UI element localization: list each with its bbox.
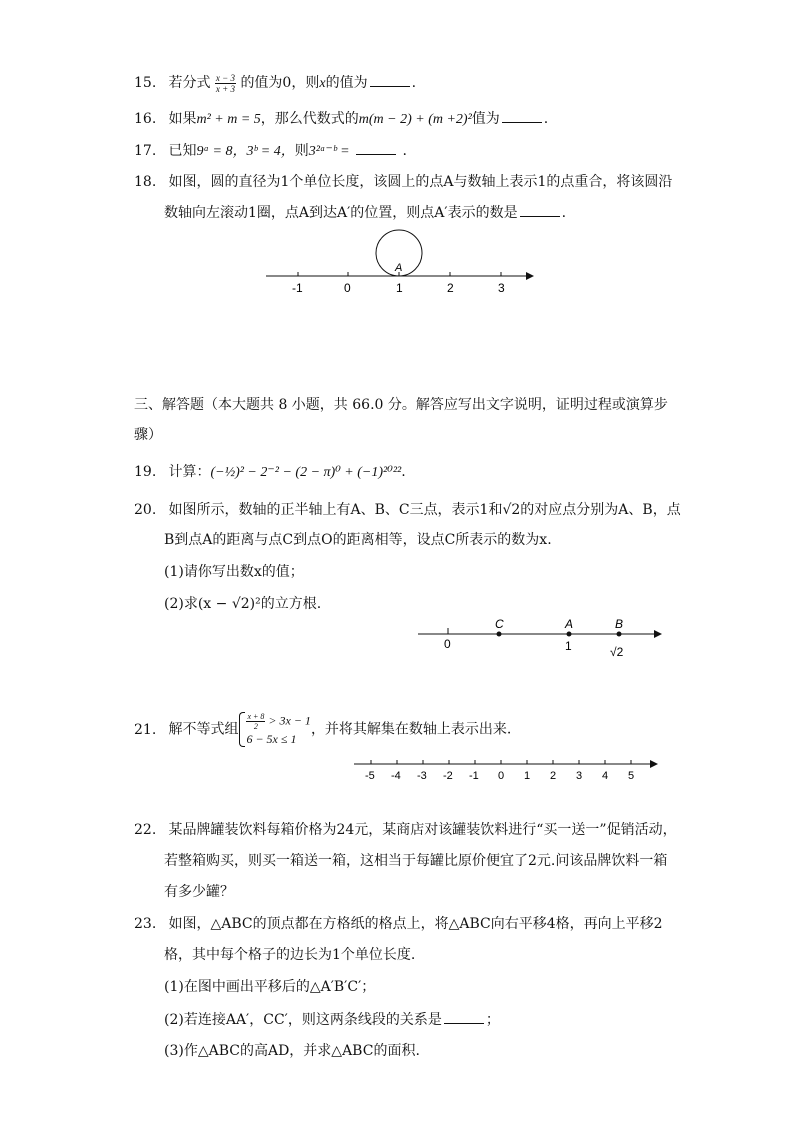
question-number: 22. — [134, 822, 157, 838]
q20-sub2: (2)求(x − √2)²的立方根. — [164, 596, 322, 612]
tick-label: 1 — [524, 770, 531, 782]
question-21 — [134, 712, 511, 747]
q20-sub1: (1)请你写出数x的值； — [164, 564, 304, 580]
ticks — [371, 760, 631, 764]
q18-line2: 数轴向左滚动1圈，点A到达A′的位置，则点A′表示的数是 — [164, 205, 518, 221]
question-20 — [134, 500, 681, 520]
q16-end: . — [543, 111, 549, 127]
q15-text: 的值为0，则 — [240, 75, 320, 91]
q16-mid: ，那么代数式的 — [260, 111, 359, 127]
question-17 — [134, 140, 407, 162]
q18-line1: 如图，圆的直径为1个单位长度，该圆上的点A与数轴上表示1的点重合，将该圆沿 — [168, 174, 673, 190]
q22-line3: 有多少罐？ — [164, 884, 234, 900]
question-number: 17. — [134, 143, 157, 159]
tick-label: 5 — [628, 770, 635, 782]
tick-label: 0 — [344, 281, 351, 295]
question-19 — [134, 462, 406, 483]
q23-sub2-end: ； — [485, 1012, 500, 1028]
question-number: 20. — [134, 502, 157, 518]
question-number: 19. — [134, 464, 157, 480]
question-number: 21. — [134, 721, 157, 738]
fraction-denominator: x + 3 — [215, 83, 235, 94]
point-a — [567, 632, 572, 637]
label-sqrt2: √2 — [610, 645, 624, 659]
q23-sub1: (1)在图中画出平移后的△A′B′C′； — [164, 979, 376, 995]
answer-blank[interactable] — [356, 140, 396, 155]
answer-blank[interactable] — [520, 202, 560, 217]
q17-expr2: 3²ᵃ⁻ᵇ = — [308, 144, 350, 159]
ineq1-rest: > 3x − 1 — [268, 713, 311, 728]
label-c: C — [495, 617, 504, 631]
tick-label: 3 — [576, 770, 583, 782]
section-heading — [134, 395, 668, 415]
answer-blank[interactable] — [444, 1009, 484, 1024]
question-18-line2 — [164, 202, 566, 223]
q21-prefix: 解不等式组 — [168, 721, 239, 738]
q21-number-line — [350, 752, 662, 786]
axis-arrow — [526, 272, 534, 280]
tick-label: -3 — [417, 770, 427, 782]
q16-post: 值为 — [471, 111, 500, 127]
label-one: 1 — [565, 639, 572, 653]
tick-label: 2 — [447, 281, 454, 295]
tick-label: 2 — [550, 770, 557, 782]
section-heading-line1: 三、解答题（本大题共 8 小题，共 66.0 分。解答应写出文字说明，证明过程或演算步 — [134, 397, 668, 413]
tick-label: -2 — [443, 770, 453, 782]
q17-end: . — [402, 143, 407, 159]
tick-label: -5 — [365, 770, 375, 782]
tick-label: -1 — [292, 281, 303, 295]
tick-label: 3 — [498, 281, 505, 295]
q22-line1: 某品牌罐装饮料每箱价格为24元，某商店对该罐装饮料进行“买一送一”促销活动， — [168, 822, 677, 838]
point-b — [617, 632, 622, 637]
q23-sub2: (2)若连接AA′，CC′，则这两条线段的关系是 — [164, 1012, 442, 1028]
q16-prefix: 如果 — [168, 111, 197, 127]
question-22 — [134, 820, 677, 840]
q15-end: . — [411, 75, 417, 91]
question-23-line2 — [164, 945, 415, 965]
ineq1-numerator: x + 8 — [247, 712, 265, 721]
question-23-sub3 — [164, 1041, 420, 1061]
point-a-label: A — [395, 262, 403, 274]
answer-blank[interactable] — [502, 108, 542, 123]
question-20-sub1 — [164, 562, 304, 582]
q19-end: . — [401, 464, 406, 480]
ineq2: 6 − 5x ≤ 1 — [246, 732, 297, 746]
question-15 — [134, 72, 416, 94]
q20-number-line — [414, 614, 666, 662]
axis-arrow — [650, 760, 658, 768]
section-heading-2 — [134, 425, 162, 445]
ineq1-denominator: 2 — [253, 722, 258, 731]
question-23-sub1 — [164, 977, 375, 997]
q15-prefix: 若分式 — [168, 75, 211, 91]
tick-label: 1 — [396, 281, 403, 295]
question-number: 15. — [134, 75, 157, 91]
question-number: 18. — [134, 174, 157, 190]
tick-label: 0 — [498, 770, 505, 782]
question-23-sub2 — [164, 1009, 500, 1030]
question-20-line2 — [164, 530, 552, 550]
q23-sub3: (3)作△ABC的高AD，并求△ABC的面积. — [164, 1043, 420, 1059]
q15-text2: 的值为 — [325, 75, 368, 91]
q17-prefix: 已知 — [168, 143, 197, 159]
q20-line2: B到点A的距离与点C到点O的距离相等，设点C所表示的数为x. — [164, 532, 552, 548]
q20-line1: 如图所示，数轴的正半轴上有A、B、C三点，表示1和√2的对应点分别为A、B，点 — [168, 502, 681, 518]
question-23 — [134, 914, 663, 934]
question-22-line2 — [164, 851, 667, 871]
q18-end: . — [561, 205, 567, 221]
tick-label: -4 — [391, 770, 401, 782]
question-number: 23. — [134, 916, 157, 932]
q22-line2: 若整箱购买，则买一箱送一箱，这相当于每罐比原价便宜了2元.问该品牌饮料一箱 — [164, 853, 668, 869]
tick-label: -1 — [469, 770, 479, 782]
q17-expr1: 9ᵃ = 8，3ᵇ = 4， — [196, 144, 295, 159]
q16-expr2: m(m − 2) + (m +2)² — [358, 112, 472, 127]
label-zero: 0 — [444, 637, 451, 651]
answer-blank[interactable] — [370, 72, 410, 87]
q23-line1: 如图，△ABC的顶点都在方格纸的格点上，将△ABC向右平移4格，再向上平移2 — [168, 916, 663, 932]
question-18 — [134, 172, 672, 192]
question-16 — [134, 108, 548, 130]
label-b: B — [615, 617, 624, 631]
q16-expr1: m² + m = 5 — [196, 112, 261, 127]
q17-mid: 则 — [294, 143, 309, 159]
tick-label: 4 — [602, 770, 609, 782]
q15-fraction — [215, 73, 236, 94]
label-a: A — [565, 617, 574, 631]
section-heading-line2: 骤） — [134, 427, 162, 443]
question-22-line3 — [164, 882, 234, 902]
inequality-system — [238, 712, 310, 747]
question-number: 16. — [134, 111, 157, 127]
q15-var: x — [319, 76, 326, 91]
q19-prefix: 计算： — [168, 464, 211, 480]
axis-arrow — [654, 630, 662, 638]
point-c — [497, 632, 502, 637]
fraction-numerator: x − 3 — [215, 72, 235, 83]
q19-expr: (−½)² − 2⁻² − (2 − π)⁰ + (−1)²⁰²² — [210, 465, 402, 480]
q21-post: ，并将其解集在数轴上表示出来. — [310, 721, 512, 738]
q23-line2: 格，其中每个格子的边长为1个单位长度. — [164, 947, 416, 963]
q18-number-line — [260, 226, 540, 300]
question-20-sub2 — [164, 594, 321, 614]
